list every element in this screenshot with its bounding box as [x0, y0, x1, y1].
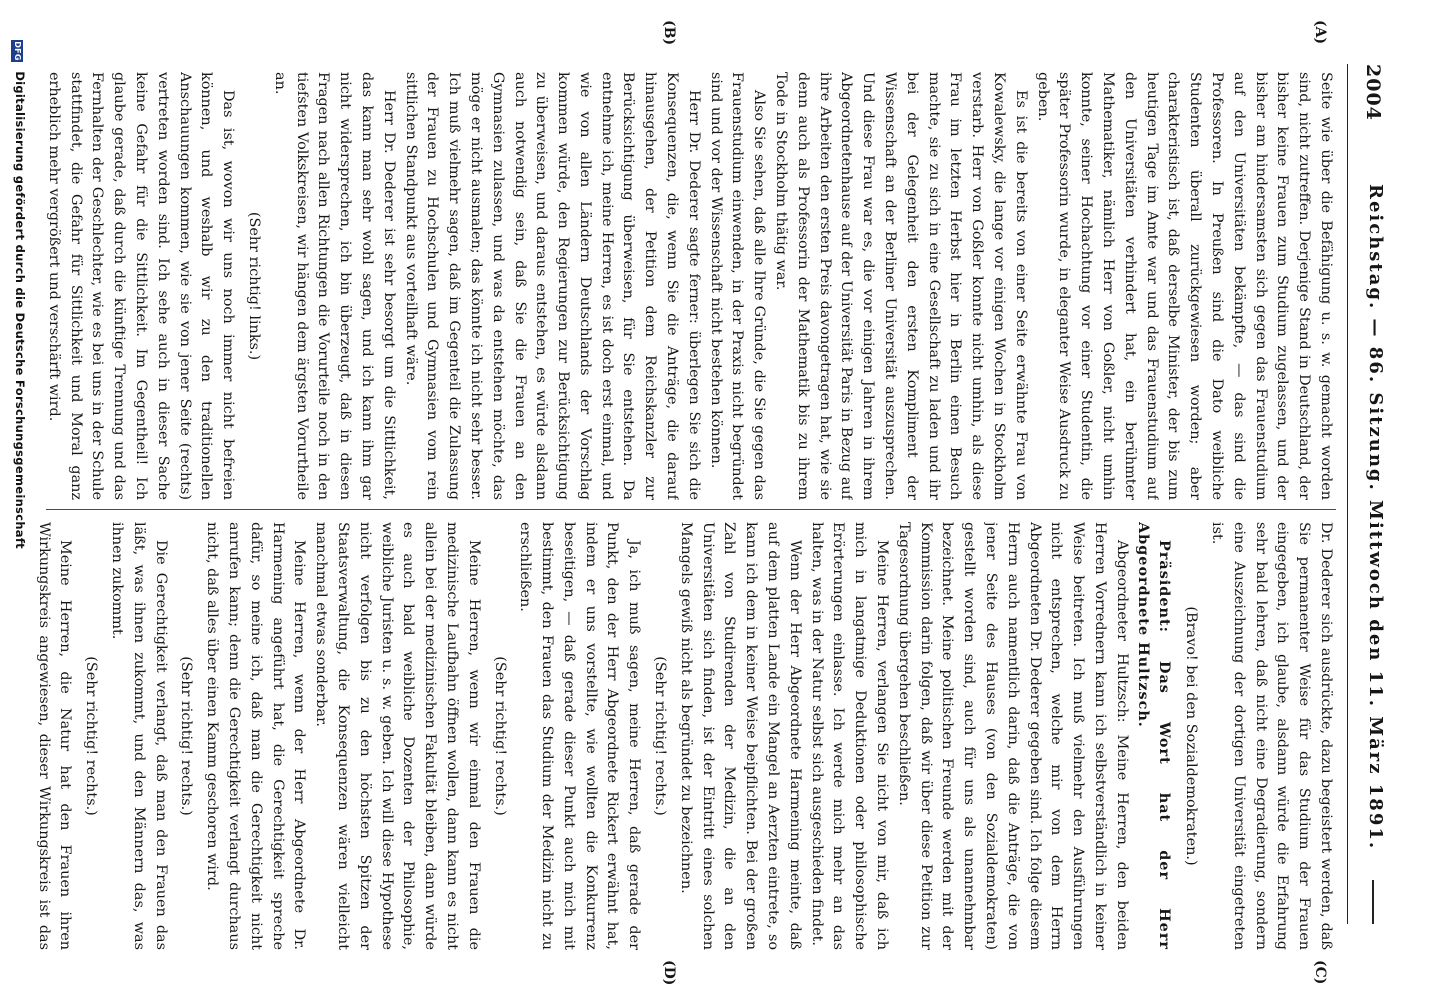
- column-divider: [46, 509, 1336, 510]
- page-number: 2004: [1362, 64, 1384, 121]
- margin-mark-d: (D): [661, 960, 677, 986]
- paragraph: Die Gerechtigkeit verlangt, daß man den Frauen das läßt, was ihnen zukommt, und den Männern das, was ihnen zukommt.: [108, 522, 169, 950]
- interjection: (Sehr richtig! rechts.): [491, 656, 508, 816]
- paragraph: Abgeordneter Hultzsch: Meine Herren, den beiden Herren Vorrednern kann ich selbstverständlich in keiner Weise beitreten. Ich muß vielmehr den Ausführungen nicht entsprechen, welche mir von dem Herrn Abgeordneten Dr. Dederer gegeben sind. Ich folge diesem Herrn auch namentlich darin, daß die Anträge, die von jener Seite des Hauses (von den Sozialdemokraten) gestellt worden sind, auch für uns als unannehmbar bezeichnet. Meine politischen Freunde werden mit der Kommission darin folgen, daß wir über diese Petition zur Tagesordnung übergehen beschließen.: [895, 522, 1130, 950]
- paragraph: Ja, ich muß sagen, meine Herren, daß gerade der Punkt, den der Herr Abgeordnete Rickert erwähnt hat, indem er uns vorstellte, wie wollten die Konkurrenz beseitigen, — daß gerade dieser Punkt auch mich mit bestimmt, den Frauen das Studium der Medizin nicht zu erschließen.: [517, 522, 643, 950]
- margin-mark-a: (A): [1312, 20, 1328, 45]
- right-text-column: [36, 522, 1336, 950]
- paragraph: Das ist, wovon wir uns noch immer nicht befreien können, und weshalb wir zu den traditionellen Anschauungen kommen, wie sie von jener Seite (rechts) vertreten worden sind. Ich sehe auch in dieser Sache keine Gefahr für die Sittlichkeit. Im Gegentheil! Ich glaube gerade, daß durch die künftige Trennung und das Fernhalten der Geschlechter, wie es bei uns in der Schule stattfindet, die Gefahr für Sittlichkeit und Moral ganz erheblich mehr vergrößert und verschärft wird.: [45, 72, 237, 500]
- left-text-column: [36, 72, 1336, 500]
- digitization-footer: [11, 40, 27, 940]
- paragraph: Meine Herren, wenn wir einmal den Frauen die medizinische Laufbahn öffnen wollen, dann kann es nicht allein bei der medizinischen Fakultät bleiben, dann würde es auch bald weibliche Dozenten der Philosophie, weibliche Juristen u. s. w. geben. Ich will diese Hypothese nicht verfolgen bis zu den höchsten Spitzen der Staatsverwaltung, die Konsequenzen wären vielleicht manchmal etwas sonderbar.: [313, 522, 482, 950]
- interjection: [36, 72, 38, 500]
- paragraph: Also Sie sehen, daß alle Ihre Gründe, die Sie gegen das Frauenstudium einwenden, in der Praxis nicht begründet sind und vor der Wissenschaft nicht bestehen können.: [707, 72, 768, 500]
- paragraph: Es ist die bereits von einer Seite erwähnte Frau von Kowalewsky, die lange vor einigen Wochen in Stockholm verstarb. Herr von Goßler konnte nicht umhin, als diese Frau im letzten Herbst hier in Berlin einen Besuch machte, sie zu sich in eine Gesellschaft zu laden und ihr bei der Gelegenheit den ersten Kompliment der Wissenschaft an der Berliner Universität auszusprechen. Und diese Frau war es, die vor einigen Jahren in ihrem Abgeordnetenhause auf der Universität Paris in Bezug auf ihre Arbeiten den ersten Preis davongetragen hat, wie sie denn auch als Professorin der Mathematik bis zu ihrem Tode in Stockholm thätig war.: [773, 72, 1029, 500]
- paragraph: Meine Herren, wenn der Herr Abgeordnete Dr. Harmening angeführt hat, die Gerechtigkeit spreche dafür, so meine ich, daß man die Gerechtigkeit nicht anrufen kann; denn die Gerechtigkeit verlangt durchaus nicht, daß alles über einen Kamm geschoren wird.: [204, 522, 308, 950]
- digitization-note: Digitalisierung gefördert durch die Deutsche Forschungsgemeinschaft: [13, 71, 27, 549]
- paragraph: Meine Herren, verlangen Sie nicht von mir, daß ich mich in langatmige Deduktionen oder philosophische Erörterungen einlasse. Ich werde mich mehr an das halten, was in der Natur selbst sich ausgeschieden findet.: [808, 522, 891, 950]
- page-header: [1347, 64, 1398, 924]
- interjection: (Bravo! bei den Sozialdemokraten.): [1183, 606, 1200, 866]
- header-rule: [1372, 880, 1374, 924]
- dfg-logo-icon: DFG: [13, 41, 22, 61]
- running-title: Reichstag. — 86. Sitzung. Mittwoch den 11. März 1891.: [1365, 184, 1386, 851]
- interjection: (Sehr richtig! rechts.): [83, 656, 100, 816]
- paragraph: Herr Dr. Dederer ist sehr besorgt um die Sittlichkeit, das kann man sehr wohl sagen, und ich kann ihm gar nicht widersprechen, ich bin überzeugt, daß in diesen Fragen nach allen Richtungen die Vorurteile noch in den tiefsten Volkskreisen, wir hängen dem ärgsten Vorurtheile an.: [271, 72, 397, 500]
- speaker-line: Präsident: Das Wort hat der Herr Abgeordnete Hultzsch.: [1134, 522, 1174, 950]
- paragraph: Seite wie über die Befähigung u. s. w. gemacht worden sind, nicht zutreffen. Derjenige Stand in Deutschland, der bisher keine Frauen zum Studium zugelassen, und der bisher am hindersamsten sich gegen das Frauenstudium auf den Universitäten bekämpfte, — das sind die Professoren. In Preußen sind die Dato weibliche Studenten überall zurückgewiesen worden; aber charakteristisch ist, daß derselbe Minister, der bis zum heutigen Tage im Amte war und das Frauenstudium auf den Universitäten verhindert hat, ein berühmter Mathematiker, nämlich Herr von Goßler, nicht umhin konnte, seiner Hochachtung vor einer Studentin, die später Professorin wurde, in eleganter Weise Ausdruck zu geben.: [1034, 72, 1334, 500]
- paragraph: Herr Dr. Dederer sagte ferner: überlegen Sie sich die Konsequenzen, die, wenn Sie die Anträge, die darauf hinausgehen, der Petition dem Reichskanzler zur Berücksichtigung überweisen, für Sie entstehen. Da entnehme ich, meine Herren, es ist doch erst einmal, und wie von allen Ländern Deutschlands der Vorschlag kommen würde, den Regierungen zur Berücksichtigung zu überweisen, und daraus entstehen, es würde alsdann auch notwendig sein, daß Sie die Frauen an den Gymnasien zulassen, und was da entstehen möchte, das möge er nicht ausmalen; das könnte ich nicht sehr besser. Ich muß vielmehr sagen, daß im Gegenteil die Zulassung der Frauen zu Hochschulen und Gymnasien vom rein sittlichen Standpunkt aus vorteilhaft wäre.: [402, 72, 702, 500]
- paragraph: Wenn der Herr Abgeordnete Harmening meinte, daß auf dem platten Lande ein Mangel an Aerzten eintrete, so kann ich dem in keiner Weise beipflichten. Bei der großen Zahl von Studirenden der Medizin, die an den Universitäten sich finden, ist der Eintritt eines solchen Mangels gewiß nicht als begründet zu bezeichnen.: [677, 522, 803, 950]
- paragraph: Dr. Dederer sich ausdrückte, dazu begeistert werden, daß Sie permanenter Weise für das Studium der Frauen eingegeben, ich glaube, alsdann würde die Erfahrung sehr bald lehren, daß nicht eine Degradierung, sondern eine Auszeichnung der dortigen Universität eingetreten ist.: [1209, 522, 1334, 950]
- margin-mark-b: (B): [661, 20, 677, 46]
- interjection: (Sehr richtig! rechts.): [652, 656, 669, 816]
- margin-mark-c: (C): [1312, 960, 1328, 985]
- paragraph: Meine Herren, die Natur hat den Frauen ihren Wirkungskreis angewiesen, dieser Wirkungskreis ist das: [36, 522, 74, 950]
- interjection: (Sehr richtig! links.): [245, 211, 262, 361]
- interjection: (Sehr richtig! rechts.): [178, 656, 195, 816]
